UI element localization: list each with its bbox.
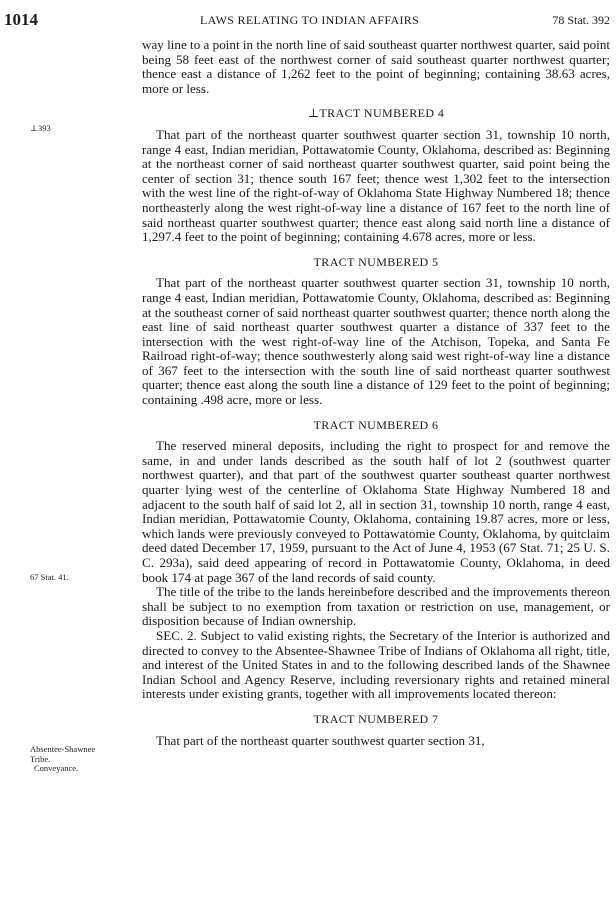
margin-note-statute: 67 Stat. 41. — [30, 572, 69, 582]
tract-6-paragraph: The reserved mineral deposits, including the right to prospect for and remove the same, in and under lands described as the south half of lot 2 (southwest quarter northwest quarter), and that part of the southwest quarter southeast quarter northwest quarter lying west of the centerline of Oklahoma State Highway Numbered 18 and adjacent to the south half of said lot 2, all in section 31, township 10 north, range 4 east, Indian meridian, Pottawatomie County, Oklahoma, containing 19.87 acres, more or less, which lands were previously conveyed to Pottawatomie County, Oklahoma, by quitclaim deed dated December 17, 1959, pursuant to the Act of June 4, 1953 (67 Stat. 71; 25 U. S. C. 293a), said deed appearing of record in Pottawatomie County, Oklahoma, in deed book 174 at page 367 of the land records of said county. — [142, 438, 610, 585]
tract-7-paragraph: That part of the northeast quarter southwest quarter section 31, — [156, 732, 485, 748]
section-2-paragraph: SEC. 2. Subject to valid existing rights, the Secretary of the Interior is authorized and directed to convey to the Absentee-Shawnee Tribe of Indians of Oklahoma all right, title, and interest of the United States in and to the following described lands of the Shawnee Indian School and Agency Reserve, including reversionary rights and retained mineral interests under existing grants, together with all improvements located thereon: — [142, 627, 610, 702]
margin-note-line: Conveyance. — [34, 763, 79, 773]
page-number: 1014 — [4, 10, 38, 29]
continuation-paragraph: way line to a point in the north line of said southeast quarter northwest quarter, said point being 58 feet east of the northwest corner of said southeast quarter northwest quarter; thence east a distance of 1,262 feet to the point of beginning; containing 38.63 acres, more or less. — [142, 37, 610, 96]
tract-6-heading: TRACT NUMBERED 6 — [313, 417, 439, 432]
title-paragraph: The title of the tribe to the lands hereinbefore described and the improvements thereon shall be subject to no exemption from taxation or restriction on use, management, or disposition because of Indian ownership. — [142, 584, 610, 629]
main-text-column — [142, 38, 610, 748]
margin-note-line: Absentee-Shawnee — [30, 744, 96, 754]
margin-note-page-break: ⊥393 — [30, 123, 51, 133]
tract-7-heading: TRACT NUMBERED 7 — [313, 711, 439, 726]
page-header — [0, 10, 616, 32]
tract-5-paragraph: That part of the northeast quarter southwest quarter section 31, township 10 north, range 4 east, Indian meridian, Pottawatomie County, Oklahoma, described as: Beginning at the southeast corner of said northeast quarter southwest quarter; thence north along the east line of said northeast quarter southwest quarter a distance of 337 feet to the intersection with the west right-of-way line of the Atchison, Topeka, and Santa Fe Railroad right-of-way; thence southwesterly along said west right-of-way line a distance of 367 feet to the intersection with the south line of said northeast quarter southwest quarter; thence east along the south line a distance of 129 feet to the point of beginning; containing .498 acre, more or less. — [142, 275, 610, 408]
running-title: LAWS RELATING TO INDIAN AFFAIRS — [200, 13, 420, 27]
statute-reference: 78 Stat. 392 — [552, 13, 610, 27]
margin-note-absentee-shawnee — [30, 745, 95, 774]
margin-note-line: Tribe. — [30, 753, 51, 764]
tract-5-heading: TRACT NUMBERED 5 — [313, 254, 439, 269]
tract-4-paragraph: That part of the northeast quarter southwest quarter section 31, township 10 north, range 4 east, Indian meridian, Pottawatomie County, Oklahoma, described as: Beginning at the northeast corner of said northeast quarter southwest quarter, said point being the center of section 31; thence south 167 feet; thence west 1,302 feet to the intersection with the west line of the right-of-way of Oklahoma State Highway Numbered 18; thence northeasterly along the west right-of-way line a distance of 167 feet to the north line of said northeast quarter southwest quarter; thence east along said north line a distance of 1,297.4 feet to the point of beginning; containing 4.678 acres, more or less. — [142, 126, 610, 245]
tract-4-heading: ⊥TRACT NUMBERED 4 — [307, 106, 445, 121]
